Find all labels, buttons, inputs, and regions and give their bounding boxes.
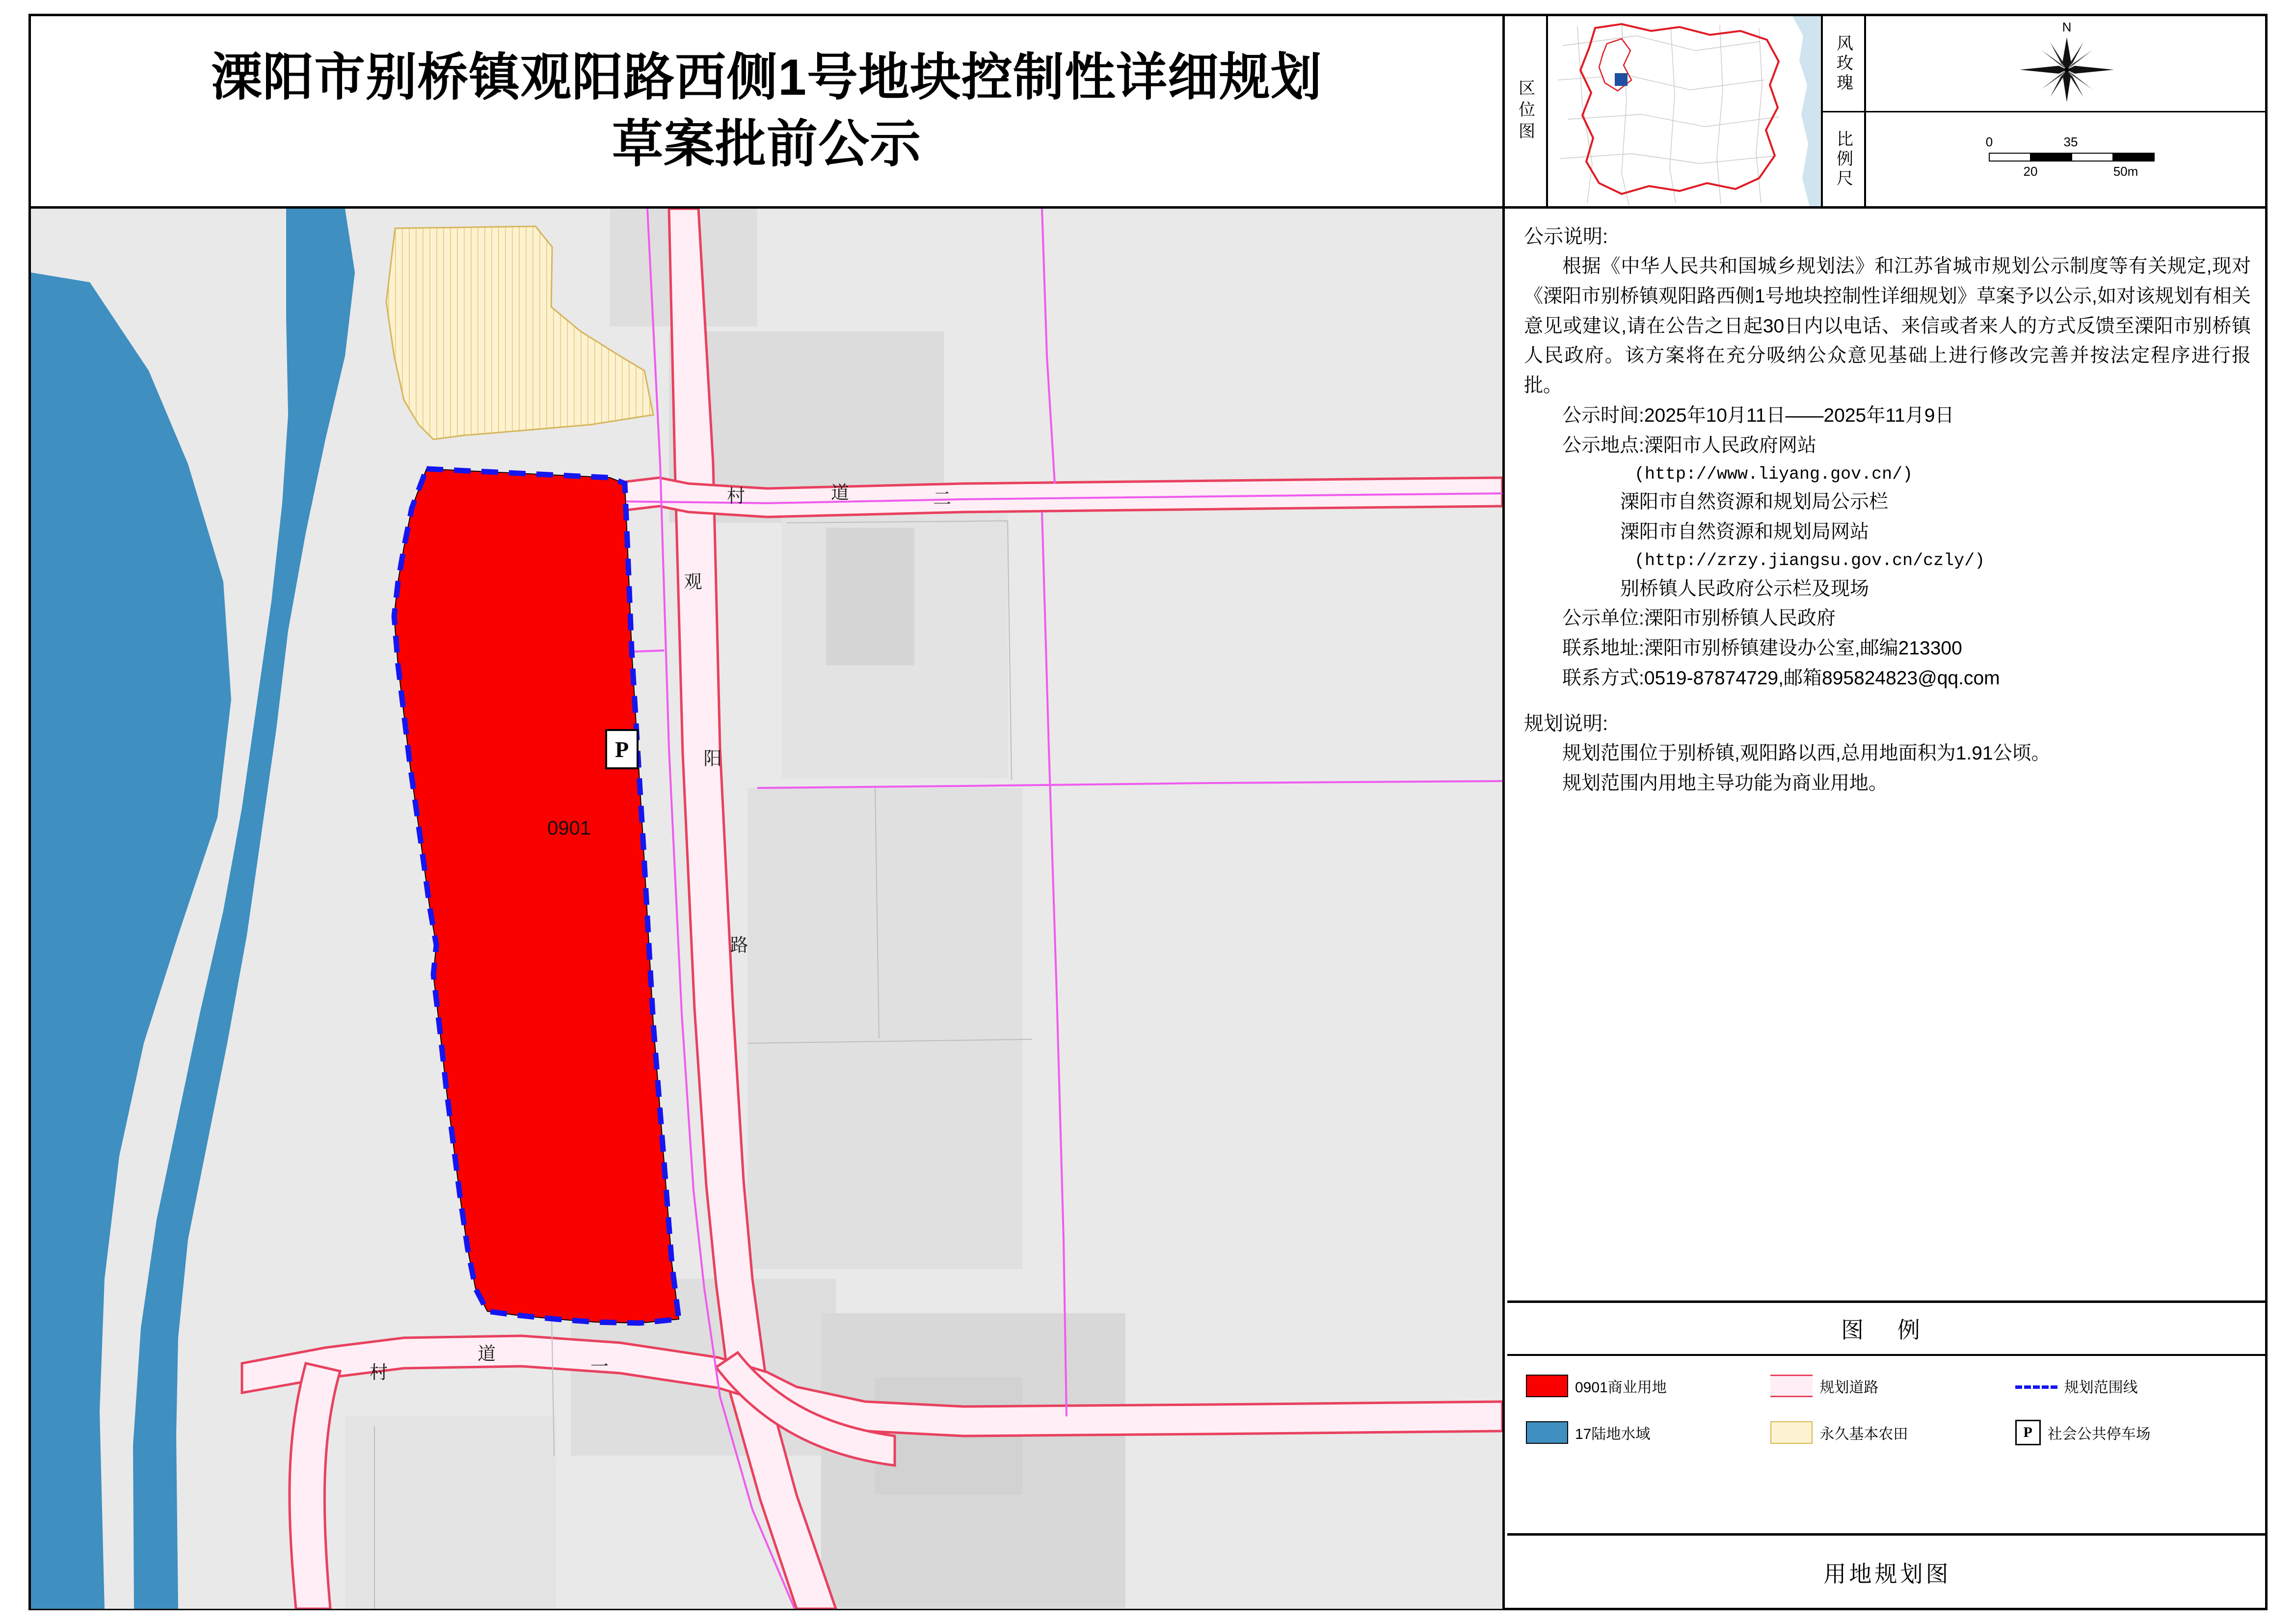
notice-address-line: 联系地址:溧阳市别桥镇建设办公室,邮编213300 bbox=[1562, 638, 1962, 659]
land-use-map[interactable] bbox=[31, 209, 1505, 1609]
notice-text-panel bbox=[1507, 209, 2268, 1303]
scale-bar-label-text: 比例尺 bbox=[1834, 130, 1853, 189]
locator-map-label-text: 区位图 bbox=[1516, 79, 1535, 144]
scale-tick-35: 35 bbox=[2063, 134, 2078, 149]
road-label-village-south-2: 道 bbox=[478, 1344, 496, 1364]
locator-map bbox=[1548, 16, 1823, 209]
farmland-swatch bbox=[1770, 1421, 1813, 1444]
wind-rose-label-text: 风玫瑰 bbox=[1834, 34, 1853, 93]
notice-place-sub-4: (http://zrzy.jiangsu.gov.cn/czly/) bbox=[1634, 551, 1985, 571]
road-label-guanyang-3: 路 bbox=[727, 935, 748, 956]
sheet-caption bbox=[1507, 1536, 2268, 1609]
legend-item-commercial-land bbox=[1526, 1375, 1768, 1397]
planned-road-swatch bbox=[1770, 1375, 1813, 1397]
page-title-line-1: 溧阳市别桥镇观阳路西侧1号地块控制性详细规划 bbox=[211, 49, 1322, 107]
planning-heading: 规划说明: bbox=[1524, 712, 1608, 734]
legend-item-planned-road bbox=[1770, 1375, 2013, 1397]
road-label-village-north-1: 村 bbox=[727, 486, 745, 506]
planning-boundary-swatch bbox=[2015, 1385, 2057, 1389]
legend-label-planned-road: 规划道路 bbox=[1819, 1380, 1879, 1396]
scale-bar-graphic bbox=[1964, 123, 2170, 196]
wind-rose-label bbox=[1823, 16, 1866, 112]
road-label-village-north-2: 道 bbox=[831, 483, 849, 503]
legend-item-water-area bbox=[1526, 1420, 1768, 1445]
notice-place-sub-2: 溧阳市自然资源和规划局公示栏 bbox=[1620, 491, 1889, 513]
road-label-guanyang-1: 观 bbox=[681, 572, 701, 593]
legend-item-farmland bbox=[1770, 1420, 2013, 1445]
wind-rose bbox=[1866, 16, 2268, 112]
scale-tick-50m: 50m bbox=[2113, 163, 2138, 179]
locator-map-graphic bbox=[1548, 16, 1823, 209]
notice-time-line: 公示时间:2025年10月11日——2025年11月9日 bbox=[1562, 405, 1954, 427]
notice-paragraph: 根据《中华人民共和国城乡规划法》和江苏省城市规划公示制度等有关规定,现对《溧阳市别桥镇观阳路西侧1号地块控制性详细规划》草案予以公示,如对该规划有相关意见或建议,请在公告之日起30日内以电话、来信或者来人的方式反馈至溧阳市别桥镇人民政府。该方案将在充分吸纳公众意见基础上进行修改完善并按法定程序进行报批。 bbox=[1524, 256, 2251, 397]
notice-place-sub-1: (http://www.liyang.gov.cn/) bbox=[1634, 464, 1913, 484]
legend-label-commercial-land: 0901商业用地 bbox=[1575, 1380, 1667, 1396]
wind-rose-icon bbox=[1993, 21, 2140, 107]
legend-title-text: 图 例 bbox=[1841, 1317, 1934, 1343]
panel-spacer bbox=[1524, 694, 2251, 708]
page-title bbox=[211, 45, 1322, 177]
notice-heading: 公示说明: bbox=[1524, 226, 1608, 247]
road-label-guanyang-2: 阳 bbox=[701, 749, 721, 770]
legend-item-planning-boundary bbox=[2015, 1375, 2258, 1397]
legend bbox=[1507, 1354, 2268, 1536]
parcel-code-label: 0901 bbox=[547, 817, 591, 839]
legend-label-water-area: 17陆地水域 bbox=[1575, 1426, 1651, 1442]
legend-label-public-parking: 社会公共停车场 bbox=[2047, 1426, 2151, 1442]
notice-unit-line: 公示单位:溧阳市别桥镇人民政府 bbox=[1562, 608, 1836, 629]
scale-tick-20: 20 bbox=[2023, 163, 2038, 179]
notice-place-sub-3: 溧阳市自然资源和规划局网站 bbox=[1620, 521, 1869, 543]
legend-title bbox=[1507, 1303, 2268, 1356]
legend-label-planning-boundary: 规划范围线 bbox=[2064, 1380, 2138, 1396]
page-title-line-2: 草案批前公示 bbox=[612, 115, 921, 173]
land-use-map-graphic bbox=[31, 209, 1502, 1609]
scale-bar-label bbox=[1823, 112, 1866, 209]
water-area-swatch bbox=[1526, 1421, 1568, 1444]
legend-item-public-parking bbox=[2015, 1420, 2258, 1445]
notice-place-sub-5: 别桥镇人民政府公示栏及现场 bbox=[1620, 578, 1869, 599]
legend-label-farmland: 永久基本农田 bbox=[1819, 1426, 1908, 1442]
notice-contact-line: 联系方式:0519-87874729,邮箱895824823@qq.com bbox=[1562, 668, 2000, 689]
road-label-village-south-3: 一 bbox=[590, 1356, 609, 1377]
notice-place-line: 公示地点:溧阳市人民政府网站 bbox=[1562, 434, 1816, 456]
scale-tick-0: 0 bbox=[1985, 134, 1993, 149]
commercial-land-swatch bbox=[1526, 1375, 1568, 1397]
public-parking-marker: P bbox=[605, 729, 639, 769]
planning-paragraph-1: 规划范围位于别桥镇,观阳路以西,总用地面积为1.91公顷。 bbox=[1562, 742, 2051, 764]
road-label-village-south-1: 村 bbox=[370, 1362, 388, 1382]
sheet-caption-text: 用地规划图 bbox=[1823, 1561, 1951, 1587]
planning-paragraph-2: 规划范围内用地主导功能为商业用地。 bbox=[1562, 772, 1888, 794]
scale-bar bbox=[1866, 112, 2268, 209]
locator-map-label bbox=[1505, 16, 1548, 209]
north-letter-text: N bbox=[2062, 20, 2072, 34]
road-label-village-north-3: 二 bbox=[933, 488, 951, 509]
title-block bbox=[31, 16, 1505, 209]
public-parking-swatch: P bbox=[2015, 1420, 2041, 1445]
